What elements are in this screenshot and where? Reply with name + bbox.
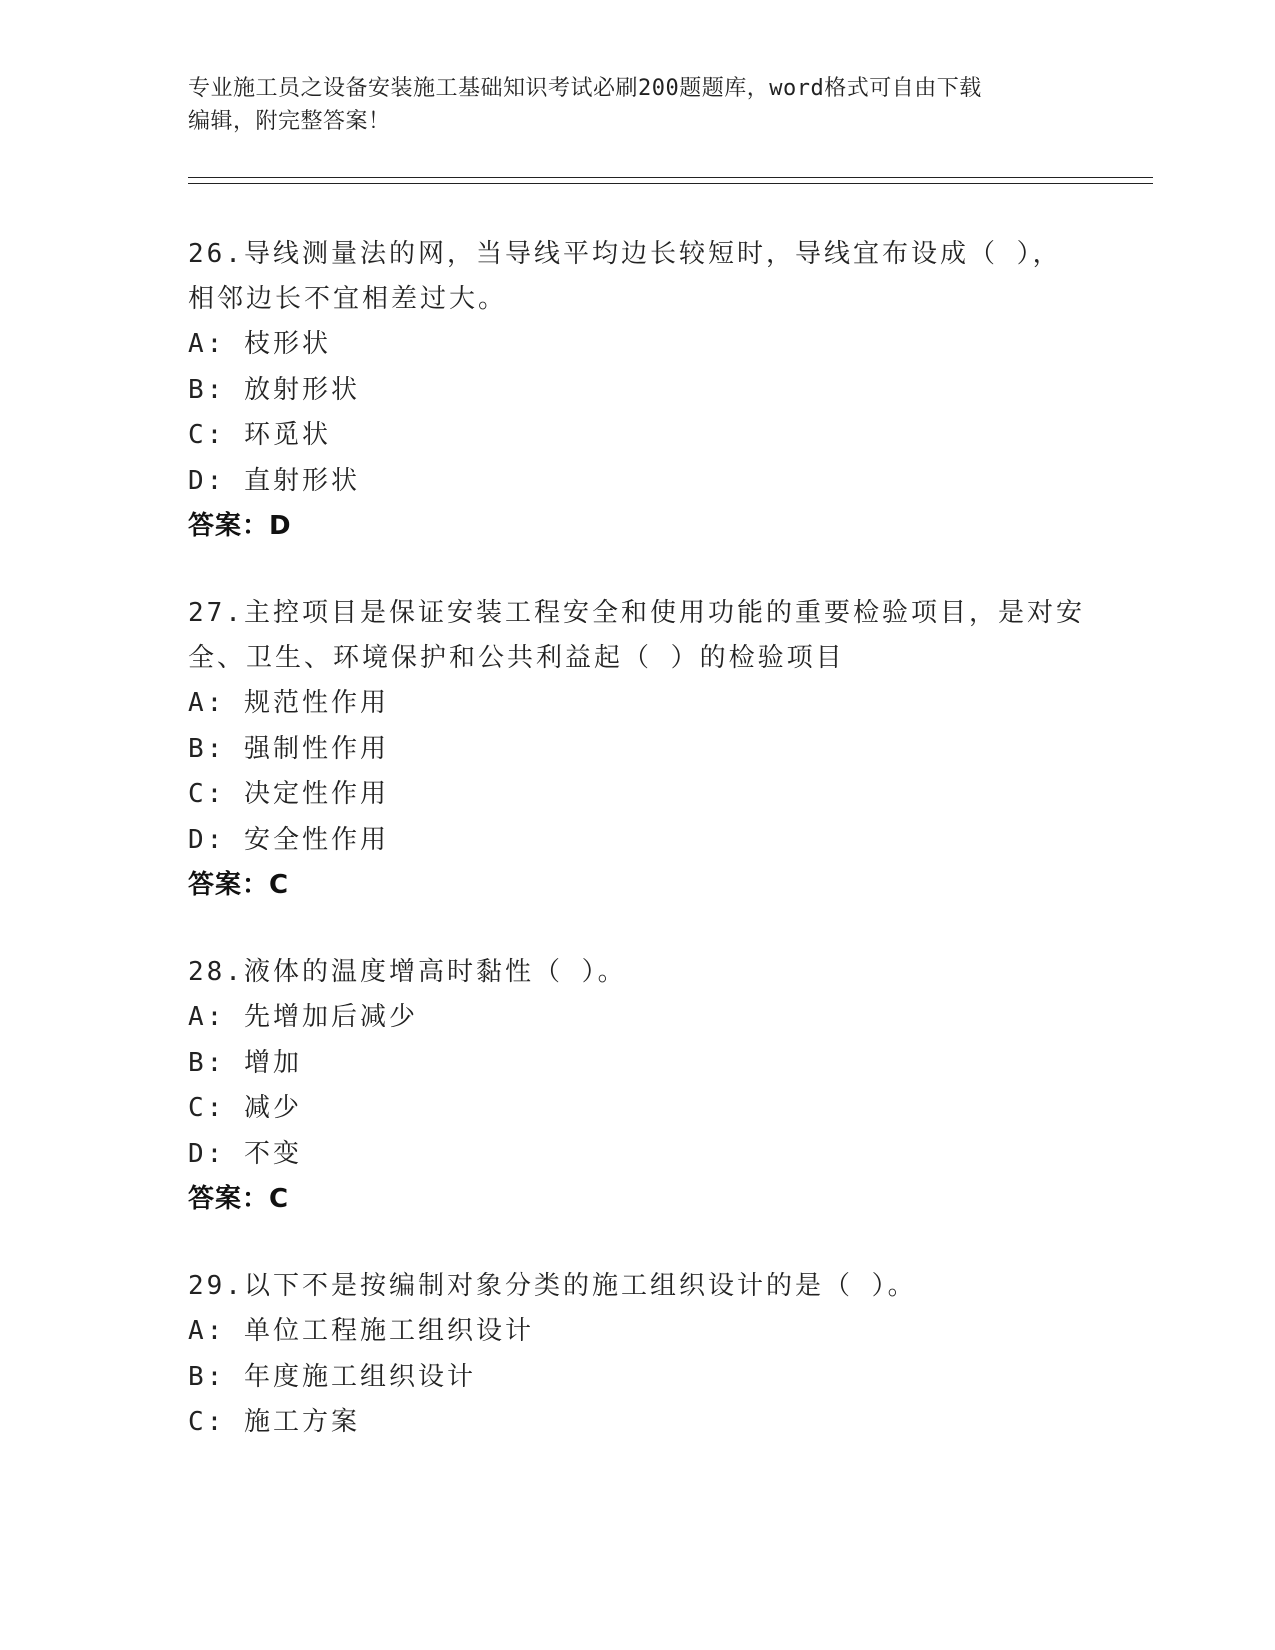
option-d: D: 不变 — [188, 1138, 302, 1169]
header-line-1: 专业施工员之设备安装施工基础知识考试必刷200题题库，word格式可自由下载 — [188, 76, 982, 101]
option-b: B: 增加 — [188, 1047, 302, 1078]
answer-label: 答案：C — [188, 1184, 290, 1214]
option-b: B: 年度施工组织设计 — [188, 1361, 476, 1392]
question-27 — [188, 591, 1088, 908]
option-c: C: 环觅状 — [188, 420, 331, 450]
answer-label: 答案：D — [188, 511, 292, 541]
header-line-2: 编辑，附完整答案！ — [188, 109, 391, 134]
question-text-line: 28.液体的温度增高时黏性（ ）。 — [188, 957, 627, 987]
question-text-line: 相邻边长不宜相差过大。 — [188, 284, 508, 314]
option-c: C: 决定性作用 — [188, 779, 389, 809]
option-d: D: 直射形状 — [188, 465, 360, 496]
option-a: A: 枝形状 — [188, 329, 331, 359]
document-header — [188, 72, 1088, 138]
question-28 — [188, 950, 1088, 1222]
option-a: A: 规范性作用 — [188, 688, 389, 718]
header-divider-top — [188, 177, 1153, 178]
option-a: A: 先增加后减少 — [188, 1002, 418, 1032]
question-26 — [188, 232, 1088, 549]
question-text-line: 29.以下不是按编制对象分类的施工组织设计的是（ ）。 — [188, 1271, 917, 1301]
header-divider-bottom — [188, 183, 1153, 184]
option-b: B: 强制性作用 — [188, 733, 389, 764]
option-c: C: 施工方案 — [188, 1407, 360, 1437]
option-a: A: 单位工程施工组织设计 — [188, 1316, 534, 1346]
question-text-line: 全、卫生、环境保护和公共利益起（ ）的检验项目 — [188, 643, 845, 673]
question-text-line: 27.主控项目是保证安装工程安全和使用功能的重要检验项目，是对安 — [188, 598, 1085, 628]
question-29 — [188, 1264, 1088, 1446]
option-b: B: 放射形状 — [188, 374, 360, 405]
answer-label: 答案：C — [188, 870, 290, 900]
option-c: C: 减少 — [188, 1093, 302, 1123]
question-text-line: 26.导线测量法的网，当导线平均边长较短时，导线宜布设成（ ）， — [188, 239, 1062, 269]
option-d: D: 安全性作用 — [188, 824, 389, 855]
question-list — [188, 232, 1088, 1488]
